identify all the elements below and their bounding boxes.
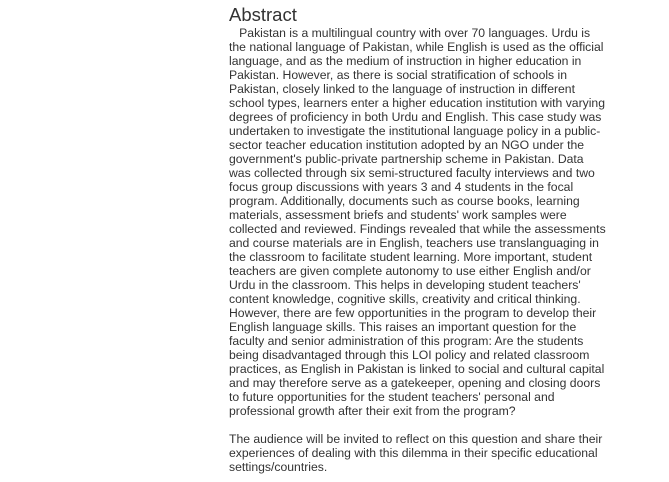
text-line: the national language of Pakistan, while English is used as the official: [229, 40, 604, 54]
text-line: the classroom to facilitate student learning. More important, student: [229, 250, 593, 264]
text-line: The audience will be invited to reflect on this question and share their: [229, 432, 603, 446]
text-line: materials, assessment briefs and students' work samples were: [229, 208, 567, 222]
abstract-paragraph-1: [229, 26, 649, 418]
paragraph-gap: [229, 418, 649, 432]
text-line: degrees of proficiency in both Urdu and English. This case study was: [229, 110, 602, 124]
text-line: being disadvantaged through this LOI policy and related classroom: [229, 348, 590, 362]
text-line: language, and as the medium of instruction in higher education in: [229, 54, 582, 68]
text-line: school types, learners enter a higher education institution with varying: [229, 96, 605, 110]
text-line: collected and reviewed. Findings revealed that while the assessments: [229, 222, 606, 236]
text-line: Pakistan is a multilingual country with over 70 languages. Urdu is: [229, 26, 591, 40]
text-line: government's public-private partnership scheme in Pakistan. Data: [229, 152, 584, 166]
text-line: was collected through six semi-structured faculty interviews and two: [229, 166, 595, 180]
abstract-paragraph-2: [229, 432, 649, 474]
text-line: program. Additionally, documents such as course books, learning: [229, 194, 580, 208]
text-line: professional growth after their exit from the program?: [229, 404, 516, 418]
text-line: and course materials are in English, teachers use translanguaging in: [229, 236, 599, 250]
text-line: practices, as English in Pakistan is linked to social and cultural capital: [229, 362, 605, 376]
text-line: However, there are few opportunities in the program to develop their: [229, 306, 597, 320]
text-line: Pakistan. However, as there is social stratification of schools in: [229, 68, 568, 82]
text-line: faculty and senior administration of this program: Are the students: [229, 334, 584, 348]
text-line: experiences of dealing with this dilemma in their specific educational: [229, 446, 598, 460]
text-line: English language skills. This raises an important question for the: [229, 320, 577, 334]
text-line: to future opportunities for the student teachers' personal and: [229, 390, 555, 404]
text-line: sector teacher education institution adopted by an NGO under the: [229, 138, 585, 152]
text-line: and may therefore serve as a gatekeeper, opening and closing doors: [229, 376, 601, 390]
text-line: Pakistan, closely linked to the language of instruction in different: [229, 82, 575, 96]
abstract-title: Abstract: [229, 4, 297, 25]
text-line: settings/countries.: [229, 460, 328, 474]
text-line: focus group discussions with years 3 and 4 students in the focal: [229, 180, 574, 194]
text-line: teachers are given complete autonomy to use either English and/or: [229, 264, 591, 278]
text-line: content knowledge, cognitive skills, creativity and critical thinking.: [229, 292, 581, 306]
text-line: undertaken to investigate the institutional language policy in a public-: [229, 124, 601, 138]
abstract-section: [229, 4, 649, 474]
text-line: Urdu in the classroom. This helps in developing student teachers': [229, 278, 581, 292]
